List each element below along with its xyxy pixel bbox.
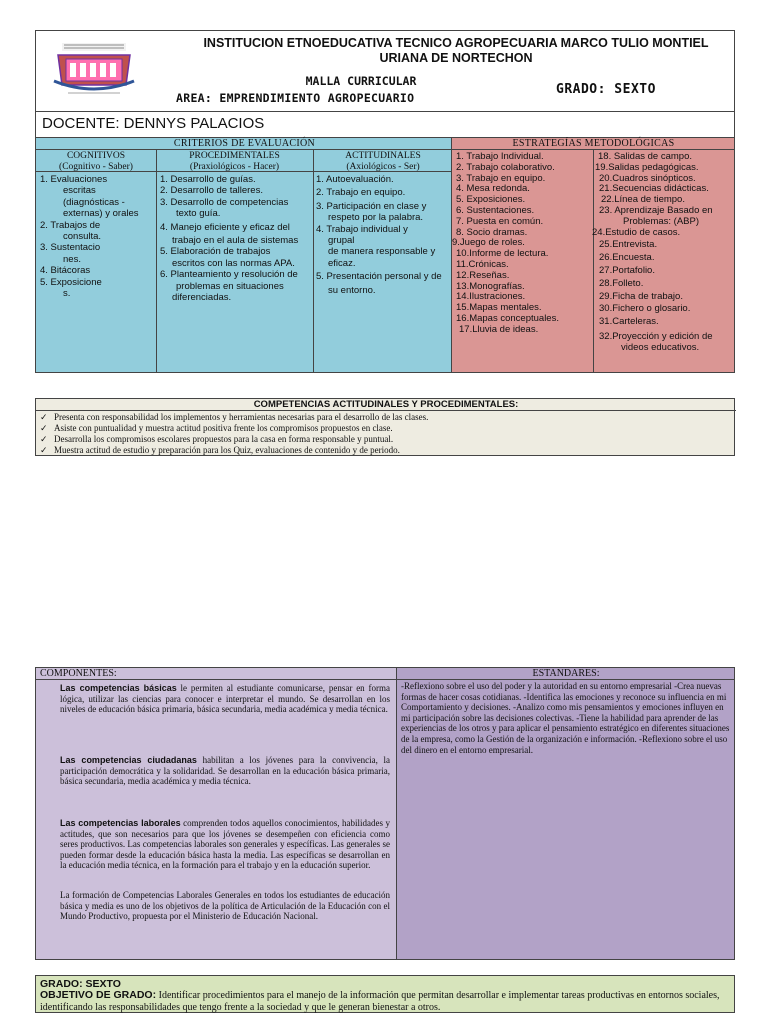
list-item	[40, 445, 400, 456]
list-item: 1. Autoevaluación.	[316, 174, 394, 185]
list-item: 27.Portafolio.	[599, 264, 655, 276]
criteria-table	[35, 138, 452, 373]
cognitivos-header	[36, 150, 156, 172]
list-item: escritas	[63, 185, 96, 197]
list-item: 13.Monografías.	[456, 280, 525, 292]
procedimentales-header	[156, 150, 313, 172]
list-item: 22.Línea de tiempo.	[601, 194, 685, 206]
list-item: 15.Mapas mentales.	[456, 302, 542, 314]
list-item: 29.Ficha de trabajo.	[599, 290, 683, 302]
competencias-box	[35, 398, 735, 456]
list-item: 10.Informe de lectura.	[456, 248, 549, 260]
grado-title: GRADO: SEXTO	[556, 82, 656, 97]
column-divider	[156, 150, 157, 373]
check-icon: ✓	[40, 412, 48, 422]
list-item: 18. Salidas de campo.	[598, 151, 693, 162]
list-item: 1. Desarrollo de guías.	[160, 174, 256, 185]
estandares-text: -Reflexiono sobre el uso del poder y la autoridad en su entorno empresarial -Crea nuevas formas de hacer cosas cotidianas. -Identifica las emociones y reconoce su influencia en mi Comportamiento y decisiones. -Analizo como mis pensamientos y emociones influyen en mi participación sobre las decisiones colectivas. -Tiene la habilidad para aprender de las experiencias de los otros y para aplicar el pensamiento estratégico en diferentes situaciones de la empresa, como la Gestión de la organización e información. -Reflexiono sobre el uso del dinero en el entorno empresarial.	[401, 681, 730, 755]
column-divider	[313, 150, 314, 373]
objetivo-box	[35, 975, 735, 1013]
list-item: 1. Trabajo Individual.	[456, 151, 544, 162]
estrategias-table	[452, 138, 735, 373]
list-item: respeto por la palabra.	[328, 212, 424, 224]
actitudinales-list	[316, 172, 452, 373]
list-item: grupal	[328, 235, 355, 247]
estrategias-right-list	[592, 151, 734, 354]
list-item: 7. Puesta en común.	[456, 215, 544, 227]
competencias-laborales-paragraph	[60, 818, 390, 871]
list-item: 2. Trabajo colaborativo.	[456, 161, 555, 173]
institution-name	[186, 36, 726, 66]
list-item: 17.Lluvia de ideas.	[459, 323, 539, 335]
estandares-title: ESTANDARES:	[397, 668, 735, 680]
cognitivos-subtitle: (Cognitivo - Saber)	[59, 161, 133, 172]
check-icon: ✓	[40, 423, 48, 433]
procedimentales-subtitle: (Praxiológicos - Hacer)	[189, 161, 280, 172]
list-item: videos educativos.	[621, 341, 700, 353]
list-item: 11.Crónicas.	[456, 258, 509, 270]
competencias-basicas-paragraph	[60, 683, 390, 715]
list-item: 3. Trabajo en equipo.	[456, 172, 546, 184]
list-item: 4. Mesa redonda.	[456, 183, 530, 195]
list-item: 14.Ilustraciones.	[456, 291, 526, 303]
actitudinales-subtitle: (Axiológicos - Ser)	[346, 161, 420, 172]
list-item: (diagnósticas -	[63, 196, 125, 208]
list-item: 5. Exposiciones.	[456, 194, 526, 206]
school-logo	[48, 41, 140, 99]
list-item: eficaz.	[328, 257, 356, 269]
competencia-text: Muestra actitud de estudio y preparación para los Quiz, evaluaciones de contenido y de periodo.	[54, 445, 400, 455]
competencia-text: Desarrolla los compromisos escolares propuestos para la casa en forma responsable y puntual.	[54, 434, 394, 444]
list-item	[40, 423, 393, 434]
criteria-title: CRITERIOS DE EVALUACIÓN	[36, 138, 453, 150]
list-item: 2. Trabajos de	[40, 219, 101, 231]
list-item: trabajo en el aula de sistemas	[172, 235, 299, 247]
componentes-box	[35, 667, 397, 960]
list-item: 3. Sustentacio	[40, 242, 101, 254]
paragraph-heading: Las competencias ciudadanas	[60, 755, 197, 765]
objetivo-paragraph	[40, 990, 730, 1013]
formacion-paragraph: La formación de Competencias Laborales Generales en todos los estudiantes de educación básica y media es uno de los objetivos de la política de Articulación de la Educación con el Mundo Productivo, propuesta por el Ministerio de Educación Nacional.	[60, 890, 390, 922]
list-item: 9.Juego de roles.	[452, 237, 525, 249]
paragraph-heading: Las competencias laborales	[60, 818, 181, 828]
list-item: 21.Secuencias didácticas.	[599, 183, 709, 195]
list-item: externas) y orales	[63, 208, 139, 220]
competencias-title: COMPETENCIAS ACTITUDINALES Y PROCEDIMENTALES:	[36, 399, 736, 411]
objetivo-label: OBJETIVO DE GRADO:	[40, 989, 157, 1001]
list-item	[40, 412, 428, 423]
document-header	[35, 30, 735, 112]
list-item: diferenciadas.	[172, 292, 232, 304]
list-item: su entorno.	[328, 284, 376, 296]
competencias-ciudadanas-paragraph	[60, 755, 390, 787]
malla-title: MALLA CURRICULAR	[305, 74, 417, 88]
area-title: AREA: EMPRENDIMIENTO AGROPECUARIO	[176, 91, 415, 105]
list-item: 32.Proyección y edición de	[599, 330, 713, 342]
list-item: 4. Manejo eficiente y eficaz del	[160, 221, 290, 233]
list-item: 24.Estudio de casos.	[592, 226, 681, 238]
list-item: 6. Planteamiento y resolución de	[160, 269, 298, 281]
list-item: Problemas: (ABP)	[623, 215, 700, 227]
list-item: consulta.	[63, 231, 102, 243]
paragraph-text: habilitan a los jóvenes para la convivencia, la participación democrática y la solidaridad. Se desarrollan en la educación básica primaria, básica secundaria, media académica y media técnica.	[60, 755, 390, 787]
list-item: 20.Cuadros sinópticos.	[599, 172, 696, 184]
procedimentales-list	[160, 172, 312, 373]
list-item: 12.Reseñas.	[456, 269, 510, 281]
estandares-box	[397, 667, 735, 960]
procedimentales-title: PROCEDIMENTALES	[189, 151, 280, 161]
objetivo-text: Identificar procedimientos para el manejo de la información que permitan desarrollar e implementar tareas productivas en entornos sociales, identificando las responsabilidades que tengo frente a la sociedad y que le generan bienestar a otros.	[40, 990, 720, 1013]
list-item: 16.Mapas conceptuales.	[456, 312, 559, 324]
list-item: 2. Desarrollo de talleres.	[160, 185, 263, 197]
competencia-text: Asiste con puntualidad y muestra actitud positiva frente los compromisos propuestos en clase.	[54, 423, 393, 433]
check-icon: ✓	[40, 445, 48, 455]
list-item: s.	[63, 288, 71, 300]
estrategias-left-list	[452, 151, 592, 336]
docente-name: DOCENTE: DENNYS PALACIOS	[42, 115, 265, 132]
list-item	[40, 434, 393, 445]
list-item: 25.Entrevista.	[599, 239, 658, 251]
list-item: 8. Socio dramas.	[456, 226, 528, 238]
list-item: 26.Encuesta.	[599, 252, 655, 264]
list-item: 30.Fichero o glosario.	[599, 303, 691, 315]
list-item: de manera responsable y	[328, 246, 436, 258]
list-item: 1. Evaluaciones	[40, 174, 108, 185]
list-item: 5. Exposicione	[40, 276, 102, 288]
cognitivos-title: COGNITIVOS	[66, 151, 126, 161]
docente-row	[35, 112, 735, 138]
paragraph-text: le permiten al estudiante comunicarse, pensar en forma lógica, utilizar las ciencias para conocer e interpretar el mundo. Se desarrollan en los niveles de educación básica primaria, básica secundaria, media académica y media técnica.	[60, 683, 390, 715]
list-item: 3. Participación en clase y	[316, 200, 427, 212]
list-item: problemas en situaciones	[176, 280, 284, 292]
column-divider	[593, 150, 594, 373]
check-icon: ✓	[40, 434, 48, 444]
competencia-text: Presenta con responsabilidad los implementos y herramientas necesarias para el desarrollo de las clases.	[54, 412, 429, 422]
actitudinales-header	[313, 150, 453, 172]
list-item: 2. Trabajo en equipo.	[316, 187, 406, 199]
list-item: 31.Carteleras.	[599, 316, 659, 328]
list-item: escritos con las normas APA.	[172, 257, 295, 269]
list-item: 28.Folleto.	[599, 277, 644, 289]
list-item: nes.	[63, 253, 81, 265]
objetivo-grado: GRADO: SEXTO	[40, 978, 121, 990]
list-item: 4. Bitácoras	[40, 265, 91, 277]
cognitivos-list	[40, 172, 154, 373]
paragraph-text: comprenden todos aquellos conocimientos, habilidades y actitudes, que son necesarios para que los jóvenes se desempeñen con eficiencia como seres productivos. Las competencias laborales son generales y específicas. Las generales se pueden formar desde la educación básica hasta la media. Las específicas se desarrollan en la educación media técnica, en la formación para el trabajo y en la educación superior.	[60, 818, 391, 871]
list-item: 5. Elaboración de trabajos	[160, 246, 271, 258]
componentes-title: COMPONENTES:	[36, 668, 398, 680]
list-item: 19.Salidas pedagógicas.	[595, 161, 699, 173]
institution-line-1: INSTITUCION ETNOEDUCATIVA TECNICO AGROPECUARIA MARCO TULIO MONTIEL	[203, 36, 709, 50]
list-item: 3. Desarrollo de competencias	[160, 196, 289, 208]
actitudinales-title: ACTITUDINALES	[345, 151, 421, 161]
list-item: 5. Presentación personal y de	[316, 271, 442, 283]
list-item: texto guía.	[176, 208, 221, 220]
list-item: 4. Trabajo individual y	[316, 223, 408, 235]
list-item: 6. Sustentaciones.	[456, 204, 535, 216]
estrategias-title: ESTRATEGÍAS METODOLÓGICAS	[452, 138, 735, 150]
paragraph-heading: Las competencias básicas	[60, 683, 177, 693]
institution-line-2: URIANA DE NORTECHON	[379, 51, 533, 65]
list-item: 23. Aprendizaje Basado en	[599, 204, 713, 216]
